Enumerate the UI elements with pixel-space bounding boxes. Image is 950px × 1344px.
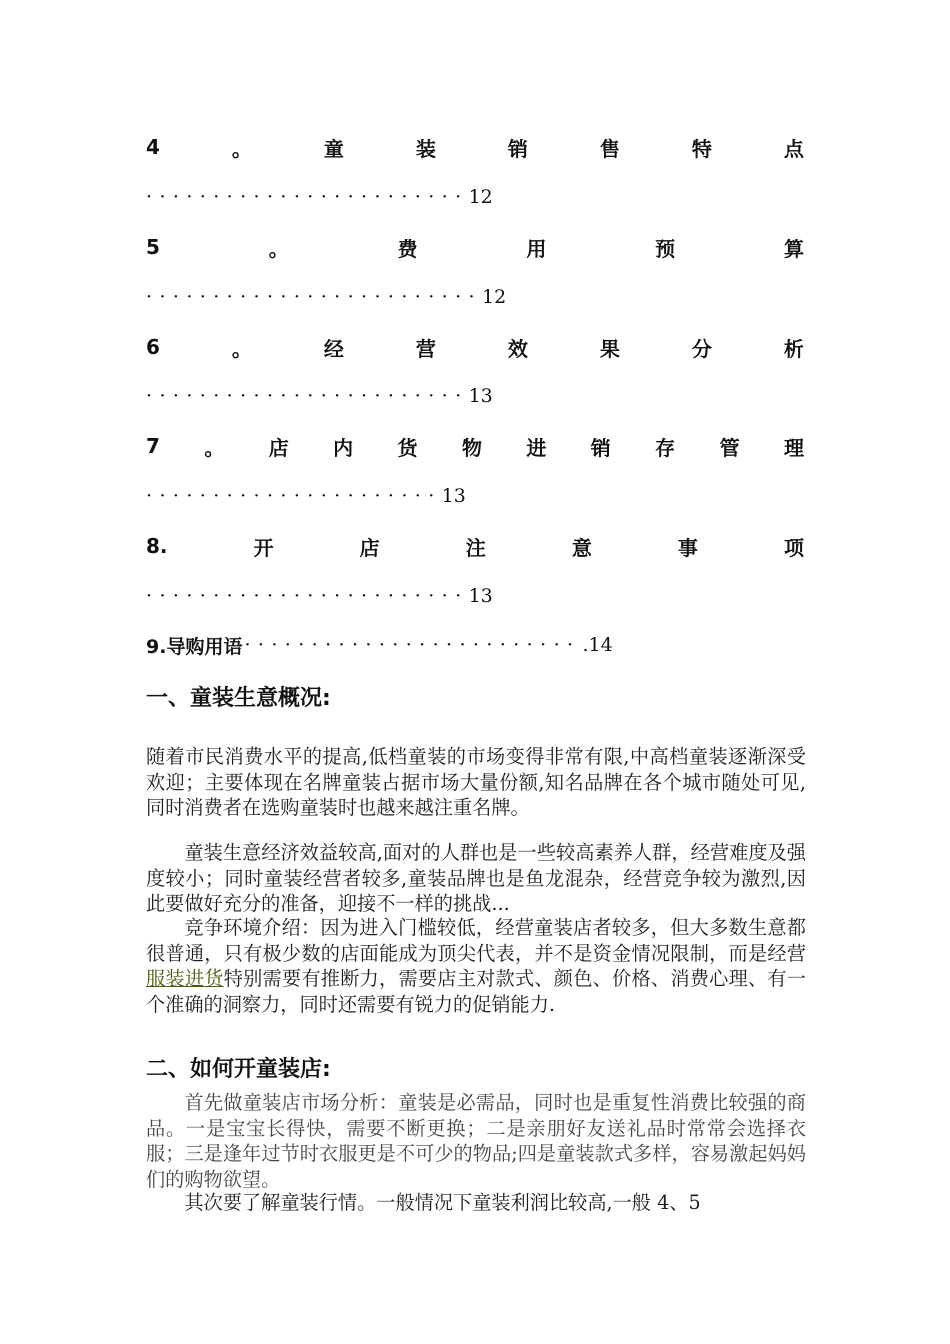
toc-char: 销	[590, 435, 611, 460]
toc-char: 特	[691, 136, 712, 161]
toc-dots: ························	[146, 186, 469, 208]
toc-page-number: 13	[468, 585, 493, 607]
toc-page-number: 12	[468, 186, 493, 208]
paragraph-text: 竞争环境介绍：因为进入门槛较低，经营童装店者较多，但大多数生意都很普通，只有极少数的店面能成为顶尖代表，并不是资金情况限制，而是经营	[146, 916, 806, 965]
toc-char: 用	[526, 236, 547, 261]
toc-entry-6[interactable]	[146, 334, 804, 360]
toc-char: 算	[783, 236, 804, 261]
toc-char: 进	[526, 435, 547, 460]
toc-char: 装	[415, 136, 436, 161]
toc-char: 营	[415, 336, 436, 361]
section-heading-1: 一、童装生意概况:	[146, 686, 331, 711]
toc-number: 7	[146, 434, 160, 458]
paragraph	[146, 915, 806, 1017]
toc-char: 分	[691, 336, 712, 361]
toc-leader-7	[146, 483, 804, 509]
toc-separator: 。	[231, 136, 252, 161]
toc-leader-6	[146, 383, 804, 409]
toc-label: 9.导购用语	[146, 635, 243, 658]
toc-dots: ························	[146, 385, 469, 407]
toc-char: 管	[719, 435, 740, 460]
toc-entry-5[interactable]	[146, 234, 804, 260]
toc-char: 点	[783, 136, 804, 161]
toc-char: 意	[571, 535, 592, 560]
toc-char: 店	[268, 435, 289, 460]
toc-char: 果	[599, 336, 620, 361]
paragraph: 童装生意经济效益较高,面对的人群也是一些较高素养人群，经营难度及强度较小；同时童装经营者较多,童装品牌也是鱼龙混杂，经营竞争较为激烈,因此要做好充分的准备，迎接不一样的挑战...	[146, 841, 806, 915]
toc-char: 售	[599, 136, 620, 161]
paragraph-text: 特别需要有推断力，需要店主对款式、颜色、价格、消费心理、有一个准确的洞察力，同时还需要有锐力的促销能力.	[146, 967, 807, 1016]
toc-char: 费	[397, 236, 418, 261]
toc-char: 理	[783, 435, 804, 460]
toc-char: 项	[783, 535, 804, 560]
toc-number: 5	[146, 235, 160, 259]
toc-dots: ·························	[146, 286, 482, 308]
toc-leader-5	[146, 284, 804, 310]
toc-char: 析	[783, 336, 804, 361]
toc-separator: 。	[268, 236, 289, 261]
clothing-purchase-link[interactable]: 服装进货	[146, 967, 224, 990]
paragraph: 其次要了解童装行情。一般情况下童装利润比较高,一般 4、5	[184, 1191, 701, 1214]
toc-char: 注	[465, 535, 486, 560]
toc-char: 经	[323, 336, 344, 361]
toc-char: 销	[507, 136, 528, 161]
toc-char: 事	[677, 535, 698, 560]
toc-number: 4	[146, 135, 160, 159]
toc-char: 童	[323, 136, 344, 161]
paragraph: 首先做童装店市场分析：童装是必需品，同时也是重复性消费比较强的商品。一是宝宝长得快，需要不断更换；二是亲朋好友送礼品时常常会选择衣服；三是逢年过节时衣服更是不可少的物品;四是童装款式多样，容易激起妈妈们的购物欲望。	[146, 1091, 806, 1191]
toc-char: 物	[461, 435, 482, 460]
toc-dots: ························	[146, 585, 469, 607]
toc-page-number: 13	[468, 385, 493, 407]
toc-char: 效	[507, 336, 528, 361]
toc-char: 预	[655, 236, 676, 261]
toc-char: 存	[655, 435, 676, 460]
toc-char: 开	[253, 535, 274, 560]
toc-dots: ······················	[146, 485, 442, 507]
toc-separator: 。	[231, 336, 252, 361]
toc-leader-8	[146, 583, 804, 609]
toc-entry-8[interactable]	[146, 533, 804, 559]
section-heading-2: 二、如何开童装店:	[146, 1057, 331, 1082]
toc-entry-4[interactable]	[146, 134, 804, 160]
toc-number: 8.	[146, 534, 168, 558]
toc-dots: ·························	[244, 634, 581, 656]
toc-char: 内	[333, 435, 354, 460]
toc-entry-7[interactable]	[146, 433, 804, 459]
toc-number: 6	[146, 335, 160, 359]
toc-char: 货	[397, 435, 418, 460]
toc-page-number: 13	[441, 485, 466, 507]
toc-separator: 。	[204, 435, 225, 460]
paragraph: 随着市民消费水平的提高,低档童装的市场变得非常有限,中高档童装逐渐深受欢迎；主要体现在名牌童装占据市场大量份额,知名品牌在各个城市随处可见,同时消费者在选购童装时也越来越注重名牌。	[146, 745, 806, 819]
toc-page-number: .14	[582, 634, 613, 656]
toc-leader-4	[146, 184, 804, 210]
toc-page-number: 12	[482, 286, 507, 308]
toc-char: 店	[359, 535, 380, 560]
toc-entry-9[interactable]	[146, 632, 804, 658]
